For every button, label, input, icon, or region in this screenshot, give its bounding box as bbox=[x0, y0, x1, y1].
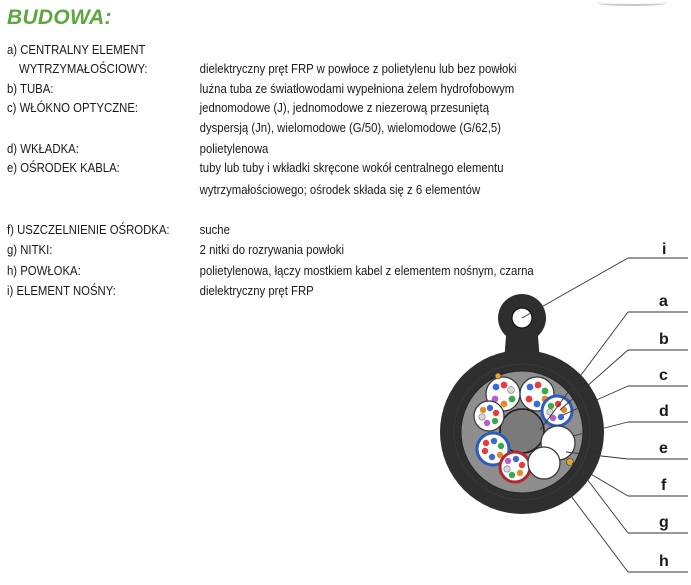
spec-value: dyspersją (Jn), wielomodowe (G/50), wielomodowe (G/62,5) bbox=[199, 120, 501, 135]
callout-label-b: b bbox=[659, 331, 669, 348]
spec-label: f) USZCZELNIENIE OŚRODKA: bbox=[7, 222, 170, 237]
callout-label-h: h bbox=[659, 553, 669, 570]
spec-label: d) WKŁADKA: bbox=[7, 141, 79, 156]
spec-value: luźna tuba ze światłowodami wypełniona żelem hydrofobowym bbox=[199, 81, 515, 96]
spec-label: c) WŁÓKNO OPTYCZNE: bbox=[7, 100, 139, 115]
callout-label-d: d bbox=[659, 403, 669, 420]
spec-label: b) TUBA: bbox=[7, 81, 54, 96]
section-heading: BUDOWA: bbox=[7, 6, 112, 29]
spec-value: 2 nitki do rozrywania powłoki bbox=[199, 242, 344, 257]
spec-value: jednomodowe (J), jednomodowe z niezerową przesuniętą bbox=[199, 100, 490, 115]
tube bbox=[474, 401, 504, 431]
spec-label: h) POWŁOKA: bbox=[7, 263, 81, 278]
spec-label: g) NITKI: bbox=[7, 242, 53, 257]
spec-value: polietylenowa, łączy mostkiem kabel z elementem nośnym, czarna bbox=[199, 263, 534, 278]
callout-label-c: c bbox=[659, 367, 668, 384]
callout-label-f: f bbox=[661, 477, 667, 494]
tube bbox=[500, 452, 530, 482]
spec-label: WYTRZYMAŁOŚCIOWY: bbox=[19, 61, 148, 76]
spec-value: dielektryczny pręt FRP w powłoce z polietylenu lub bez powłoki bbox=[199, 61, 517, 76]
spec-label: a) CENTRALNY ELEMENT bbox=[7, 42, 146, 57]
filler-rod bbox=[528, 447, 560, 479]
spec-value: wytrzymałościowego; ośrodek składa się z 6 elementów bbox=[199, 182, 481, 197]
spec-value: suche bbox=[199, 222, 230, 237]
callout-label-g: g bbox=[659, 514, 669, 531]
callout-label-i: i bbox=[662, 241, 667, 258]
spec-value: tuby lub tuby i wkładki skręcone wokół centralnego elementu bbox=[199, 160, 504, 175]
spec-value: polietylenowa bbox=[199, 141, 269, 156]
spec-value: dielektryczny pręt FRP bbox=[199, 283, 314, 298]
rip-cord bbox=[495, 373, 501, 379]
callout-label-e: e bbox=[659, 440, 668, 457]
spec-label: e) OŚRODEK KABLA: bbox=[7, 160, 120, 175]
spec-label: i) ELEMENT NOŚNY: bbox=[7, 283, 116, 298]
callout-label-a: a bbox=[659, 293, 668, 310]
rip-cord bbox=[567, 459, 574, 466]
